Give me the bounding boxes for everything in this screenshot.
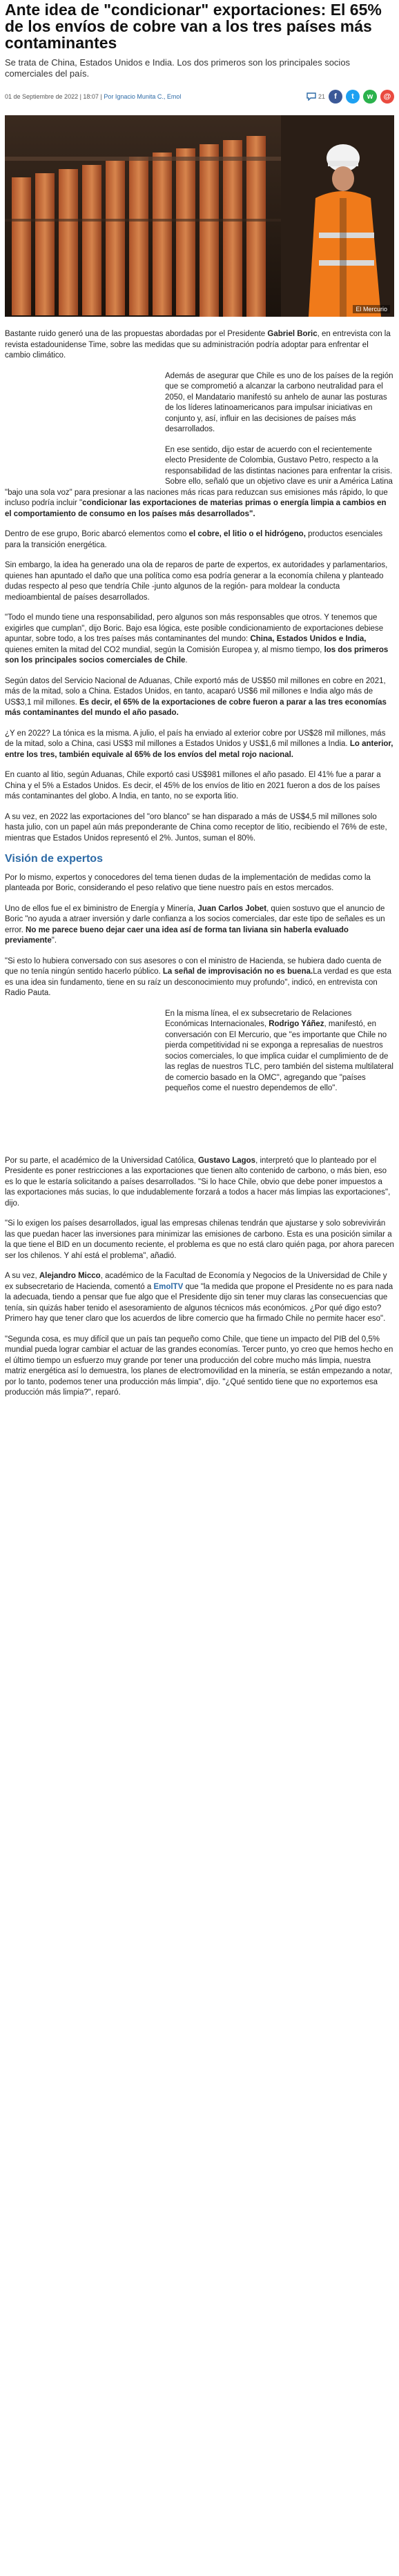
copper-refinery-photo bbox=[5, 115, 394, 317]
photo-credit: El Mercurio bbox=[353, 305, 390, 313]
text-run: productos esenciales para la transición energética. bbox=[5, 530, 383, 549]
facebook-share-icon[interactable]: f bbox=[329, 90, 342, 104]
body-paragraph: Por lo mismo, expertos y conocedores del tema tienen dudas de la implementación de medidas como la planteada por Boric, considerando el peso relativo que tiene nuestro país en estos mercados. bbox=[5, 873, 371, 892]
article-meta bbox=[5, 93, 181, 100]
text-run: "Si esto lo hubiera conversado con sus asesores o con el ministro de Hacienda, se hubiera dado cuenta de que no tenía ningún sentido hacerlo público. bbox=[5, 956, 382, 976]
body-paragraph: "Si lo exigen los países desarrollados, igual las empresas chilenas tendrán que ajustarse y solo sobrevivirán las que puedan hacer las inversiones para minimizar las emisiones de carbono. Esta es una posición similar a la que tiene el BID en un documento reciente, el problema es que no está claro quién paga, por ahora parecen ser los chilenos. Y ahí está el problema", añadió. bbox=[5, 1219, 394, 1260]
text-bold: los dos primeros son los principales socios comerciales de Chile bbox=[5, 645, 389, 665]
text-bold: China, Estados Unidos e India, bbox=[250, 635, 367, 643]
text-bold: condicionar las exportaciones de materias primas o energía limpia a cambios en el comportamiento de consumo en los países más desarrollados". bbox=[5, 499, 387, 518]
text-run: , en entrevista con la revista estadounidense Time, sobre las medidas que su administración podría adoptar para enfrentar el cambio climático. bbox=[5, 330, 391, 360]
text-run: En ese sentido, dijo estar de acuerdo con el recientemente electo Presidente de Colombia, Gustavo Petro, respecto a la responsabilidad de las distintas naciones para enfrentar la crisis. Sobre ello, señaló que un objetivo clave es unir a América Latina "bajo una sola voz" para presionar a las naciones más ricas para reduzcan sus emisiones más rápido, lo que incluso podría incluir " bbox=[5, 445, 393, 507]
text-bold: el cobre, el litio o el hidrógeno, bbox=[188, 530, 306, 538]
body-paragraph: "Segunda cosa, es muy difícil que un país tan pequeño como Chile, que tiene un impacto del PIB del 0,5% mundial pueda lograr cambiar el actuar de las grandes economías. Tercer punto, yo creo que hemos hecho en el último tiempo un esfuerzo muy grande por tener una producción del cobre mucho más limpia, nuestra matriz energética así lo demuestra, los planes de electromovilidad en la minería, se están empezando a notar, por lo tanto, podemos tener una producción más limpia", dijo. "¿Qué sentido tiene que no exportemos esa producción más limpia?", reparó. bbox=[5, 1335, 393, 1397]
text-bold: La señal de improvisación no es buena. bbox=[162, 967, 313, 976]
article-body bbox=[5, 329, 394, 1399]
text-bold: Lo anterior, entre los tres, también equivale al 65% de los envíos del metal rojo nacional. bbox=[5, 740, 393, 759]
text-run: , académico de la Facultad de Economía y Negocios de la Universidad de Chile y ex subsecretario de Hacienda, comentó a bbox=[5, 1272, 387, 1291]
text-run: Bastante ruido generó una de las propuestas abordadas por el Presidente bbox=[5, 330, 268, 338]
body-paragraph bbox=[5, 676, 394, 719]
body-paragraph: Además de asegurar que Chile es uno de los países de la región que se comprometió a alcanzar la carbono neutralidad para el 2050, el Mandatario manifestó su anhelo de aunar las posturas de los líderes latinoamericanos para impulsar iniciativas en conjunto y, así, influir en las decisiones de países más desarrollados. bbox=[165, 371, 393, 433]
body-paragraph bbox=[5, 1271, 394, 1325]
body-paragraph bbox=[5, 729, 394, 761]
text-bold: Gabriel Boric bbox=[267, 330, 318, 338]
body-paragraph bbox=[5, 956, 394, 999]
text-bold: Juan Carlos Jobet bbox=[197, 904, 267, 913]
twitter-share-icon[interactable]: t bbox=[346, 90, 360, 104]
emoltv-link[interactable]: EmolTV bbox=[153, 1282, 184, 1291]
text-bold: Alejandro Micco bbox=[39, 1272, 101, 1280]
text-run: ¿Y en 2022? La tónica es la misma. A julio, el país ha enviado al exterior cobre por US$28 mil millones, más de la mitad, solo a China, casi US$3 mil millones a Estados Unidos y US$1,6 mil millones a India. bbox=[5, 729, 386, 748]
meta-row bbox=[5, 86, 394, 107]
embedded-ad-slot bbox=[5, 371, 157, 482]
text-run: A su vez, bbox=[5, 1272, 39, 1280]
text-run: , quien sostuvo que el anuncio de Boric "no ayuda a atraer inversión y darle confianza a los socios comerciales, dar este tipo de señales es un error. bbox=[5, 904, 385, 934]
text-run: Por su parte, el académico de la Universidad Católica, bbox=[5, 1156, 198, 1165]
text-run: que "la medida que propone el Presidente no es para nada la adecuada, tiendo a pensar que fue algo que el Presidente dijo sin tener muy claras las consecuencias que tenía, sin quizás haber tenido el asesoramiento de algunos técnicos más económicos. ¿Por qué digo esto? Primero hay que tener claro que los acuerdos de libre comercio que ha firmado Chile no permite hacer eso". bbox=[5, 1282, 393, 1323]
text-run: ". bbox=[51, 936, 57, 945]
text-run: . bbox=[185, 656, 188, 665]
comment-icon bbox=[306, 92, 316, 101]
whatsapp-share-icon[interactable]: w bbox=[363, 90, 377, 104]
body-paragraph bbox=[5, 613, 394, 667]
text-run: "Todo el mundo tiene una responsabilidad, pero algunos son más responsables que otros. Y tenemos que exigirles que cumplan", dijo Boric. Bajo esa lógica, este posible condicionamiento de exportaciones debiese apuntar, sobre todo, a los tres países más contaminantes del mundo: bbox=[5, 613, 384, 643]
text-bold: No me parece bueno dejar caer una idea así de forma tan liviana sin haberla evaluado previamente bbox=[5, 925, 349, 945]
text-bold: Rodrigo Yáñez bbox=[269, 1020, 324, 1028]
article-lead: Se trata de China, Estados Unidos e India. Los dos primeros son los principales socios comerciales del país. bbox=[5, 57, 351, 79]
article-photo bbox=[5, 115, 394, 317]
text-run: En la misma línea, el ex subsecretario de Relaciones Económicas Internacionales, bbox=[165, 1009, 352, 1028]
article-date: 01 de Septiembre de 2022 | 18:07 bbox=[5, 93, 99, 100]
text-run: Dentro de ese grupo, Boric abarcó elementos como bbox=[5, 530, 189, 538]
section-heading: Visión de expertos bbox=[5, 853, 103, 865]
body-paragraph bbox=[5, 1156, 394, 1210]
email-share-icon[interactable]: @ bbox=[380, 90, 394, 104]
body-paragraph: Sin embargo, la idea ha generado una ola de reparos de parte de expertos, ex autoridades y parlamentarios, quienes han apuntado el daño que una política como esa podría generar a la economía chilena y planteado dudas respecto al peso que tendría Chile -junto algunos de la región- para moldear la conducta medioambiental de países desarrollados. bbox=[5, 561, 388, 602]
body-paragraph bbox=[5, 329, 394, 362]
text-run: Uno de ellos fue el ex biministro de Energía y Minería, bbox=[5, 904, 198, 913]
text-bold: Gustavo Lagos bbox=[197, 1156, 256, 1165]
body-paragraph bbox=[5, 904, 394, 947]
article-byline[interactable]: Por Ignacio Munita C., Emol bbox=[104, 93, 182, 100]
text-run: Según datos del Servicio Nacional de Aduanas, Chile exportó más de US$50 mil millones en cobre en 2021, más de la mitad, solo a China. Estados Unidos, en tanto, acaparó US$6 mil millones e India algo más de US$3,1 mil millones. bbox=[5, 676, 386, 707]
text-run: , manifestó, en conversación con El Mercurio, que "es importante que Chile no pierda competitividad ni se exponga a represalias de nuestros socios comerciales, lo que implica cuidar el cumplimiento de de las reglas de nuestros TLC, pero también del sistema multilateral de comercio basado en la OMC", agregando que "países pequeños come el nuestro dependemos de ello". bbox=[165, 1020, 393, 1092]
body-paragraph bbox=[5, 529, 394, 551]
text-run: La verdad es que esta es una idea sin fundamento, tiene en su raíz un desconocimiento muy profundo", indicó, en entrevista con Radio Pauta. bbox=[5, 967, 392, 997]
share-bar bbox=[306, 90, 394, 104]
article-headline: Ante idea de "condicionar" exportaciones: El 65% de los envíos de cobre van a los tres países más contaminantes bbox=[5, 1, 382, 52]
meta-separator: | bbox=[100, 93, 104, 100]
body-paragraph: A su vez, en 2022 las exportaciones del "oro blanco" se han disparado a más de US$4,5 mil millones solo hasta julio, con un papel aún más preponderante de China como receptor de litio, recibiendo el 76% de este, mientras que Estados Unidos representó el 2%. Juntos, suman el 80%. bbox=[5, 812, 387, 843]
embedded-ad-slot bbox=[5, 1009, 157, 1150]
comments-count: 21 bbox=[318, 93, 325, 100]
text-run: , interpretó que lo planteado por el Presidente es poner restricciones a las exportaciones que tienen alto contenido de carbono, o más bien, eso es lo que le estaría solicitando a países desarrollados. "Si lo hace Chile, obvio que debe poner impuestos a las exportaciones más sucias, lo que indudablemente forzará a todos a hacer más limpias las exportaciones", dijo. bbox=[5, 1156, 391, 1208]
body-paragraph: En cuanto al litio, según Aduanas, Chile exportó casi US$981 millones el año pasado. El 41% fue a parar a China y el 5% a Estados Unidos. Es decir, el 45% de los envíos de litio en 2021 fueron a dos de los países más contaminantes del globo. A India, en tanto, no se exporta litio. bbox=[5, 771, 381, 800]
text-run: quienes emiten la mitad del CO2 mundial, según la Comisión Europea y, al mismo tiempo, bbox=[5, 645, 324, 654]
text-bold: Es decir, el 65% de la exportaciones de cobre fueron a parar a las tres economías más contaminantes del mundo el año pasado. bbox=[5, 698, 387, 717]
comments-link[interactable] bbox=[306, 92, 325, 101]
